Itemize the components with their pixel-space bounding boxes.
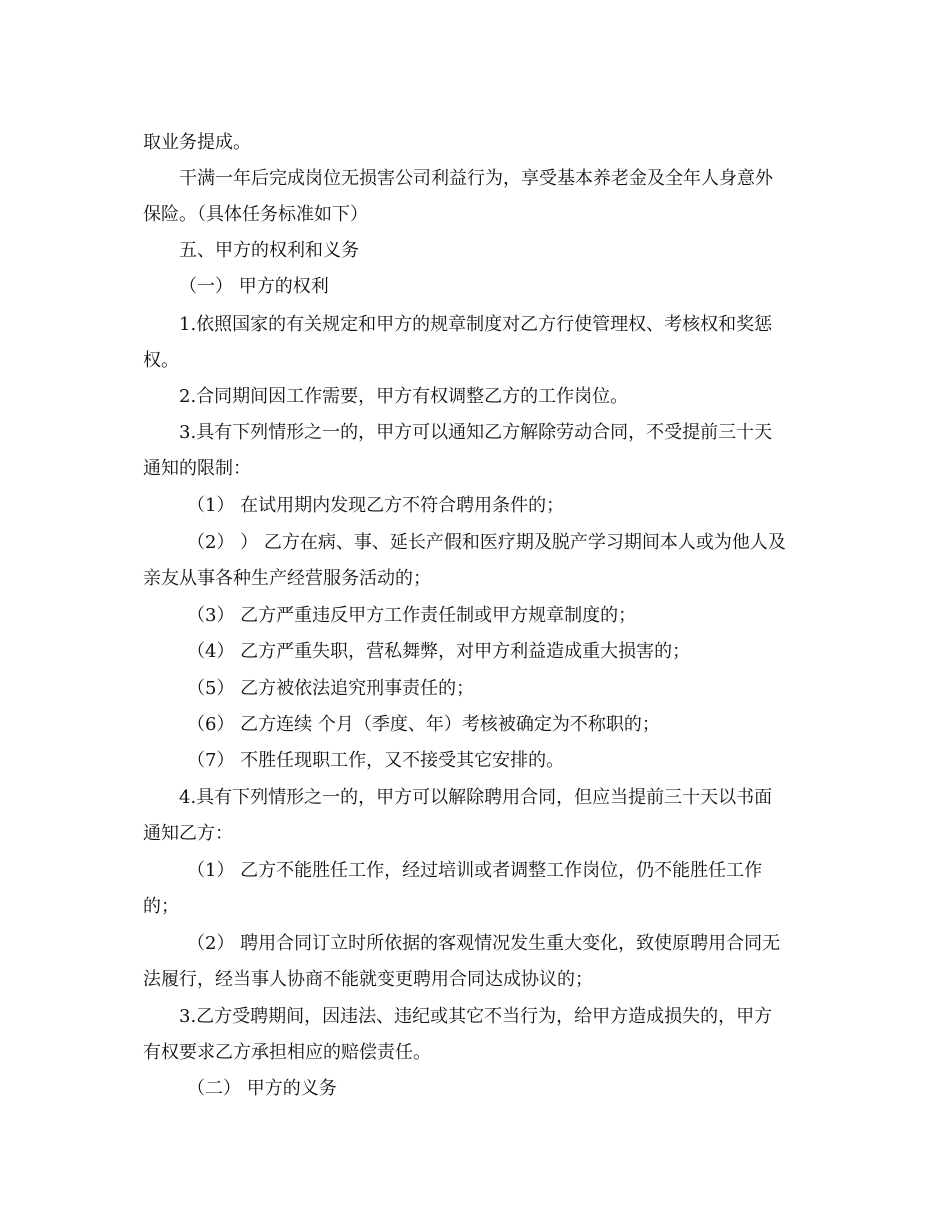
- text-line-continuation: 通知乙方：: [143, 823, 233, 844]
- text-line-continuation: 亲友从事各种生产经营服务活动的；: [143, 568, 431, 589]
- list-item: （5） 乙方被依法追究刑事责任的；: [187, 678, 475, 699]
- text-line-continuation: 有权要求乙方承担相应的赔偿责任。: [143, 1042, 431, 1063]
- text-line-continuation: 通知的限制：: [143, 458, 251, 479]
- list-item: （1） 在试用期内发现乙方不符合聘用条件的；: [187, 495, 565, 516]
- text-line-paragraph: 干满一年后完成岗位无损害公司利益行为，享受基本养老金及全年人身意外: [179, 168, 773, 189]
- list-item: （4） 乙方严重失职，营私舞弊，对甲方利益造成重大损害的；: [187, 641, 691, 662]
- text-line-continuation: 法履行，经当事人协商不能就变更聘用合同达成协议的；: [143, 969, 593, 990]
- text-line-continuation: 取业务提成。: [143, 132, 251, 153]
- text-line-paragraph: 3.具有下列情形之一的，甲方可以通知乙方解除劳动合同，不受提前三十天: [179, 422, 773, 443]
- section-heading: 五、甲方的权利和义务: [179, 240, 359, 261]
- list-item: （1） 乙方不能胜任工作，经过培训或者调整工作岗位，仍不能胜任工作: [187, 860, 763, 881]
- text-line-paragraph: 1.依照国家的有关规定和甲方的规章制度对乙方行使管理权、考核权和奖惩: [179, 314, 773, 335]
- list-item: （3） 乙方严重违反甲方工作责任制或甲方规章制度的；: [187, 605, 637, 626]
- subsection-heading: （一） 甲方的权利: [179, 276, 329, 297]
- text-line-continuation: 保险。（具体任务标准如下）: [143, 204, 368, 225]
- list-item: （7） 不胜任现职工作，又不接受其它安排的。: [187, 750, 565, 771]
- text-line-continuation: 的；: [143, 896, 179, 917]
- text-line-continuation: 权。: [143, 350, 179, 371]
- subsection-heading: （二） 甲方的义务: [187, 1078, 337, 1099]
- list-item: （6） 乙方连续 个月（季度、年）考核被确定为不称职的；: [187, 714, 660, 735]
- list-item: （2） ） 乙方在病、事、延长产假和医疗期及脱产学习期间本人或为他人及: [187, 532, 786, 553]
- text-line-paragraph: 3.乙方受聘期间，因违法、违纪或其它不当行为，给甲方造成损失的，甲方: [179, 1006, 773, 1027]
- text-line-paragraph: 4.具有下列情形之一的，甲方可以解除聘用合同，但应当提前三十天以书面: [179, 787, 773, 808]
- text-line-paragraph: 2.合同期间因工作需要，甲方有权调整乙方的工作岗位。: [179, 386, 629, 407]
- list-item: （2） 聘用合同订立时所依据的客观情况发生重大变化，致使原聘用合同无: [187, 933, 781, 954]
